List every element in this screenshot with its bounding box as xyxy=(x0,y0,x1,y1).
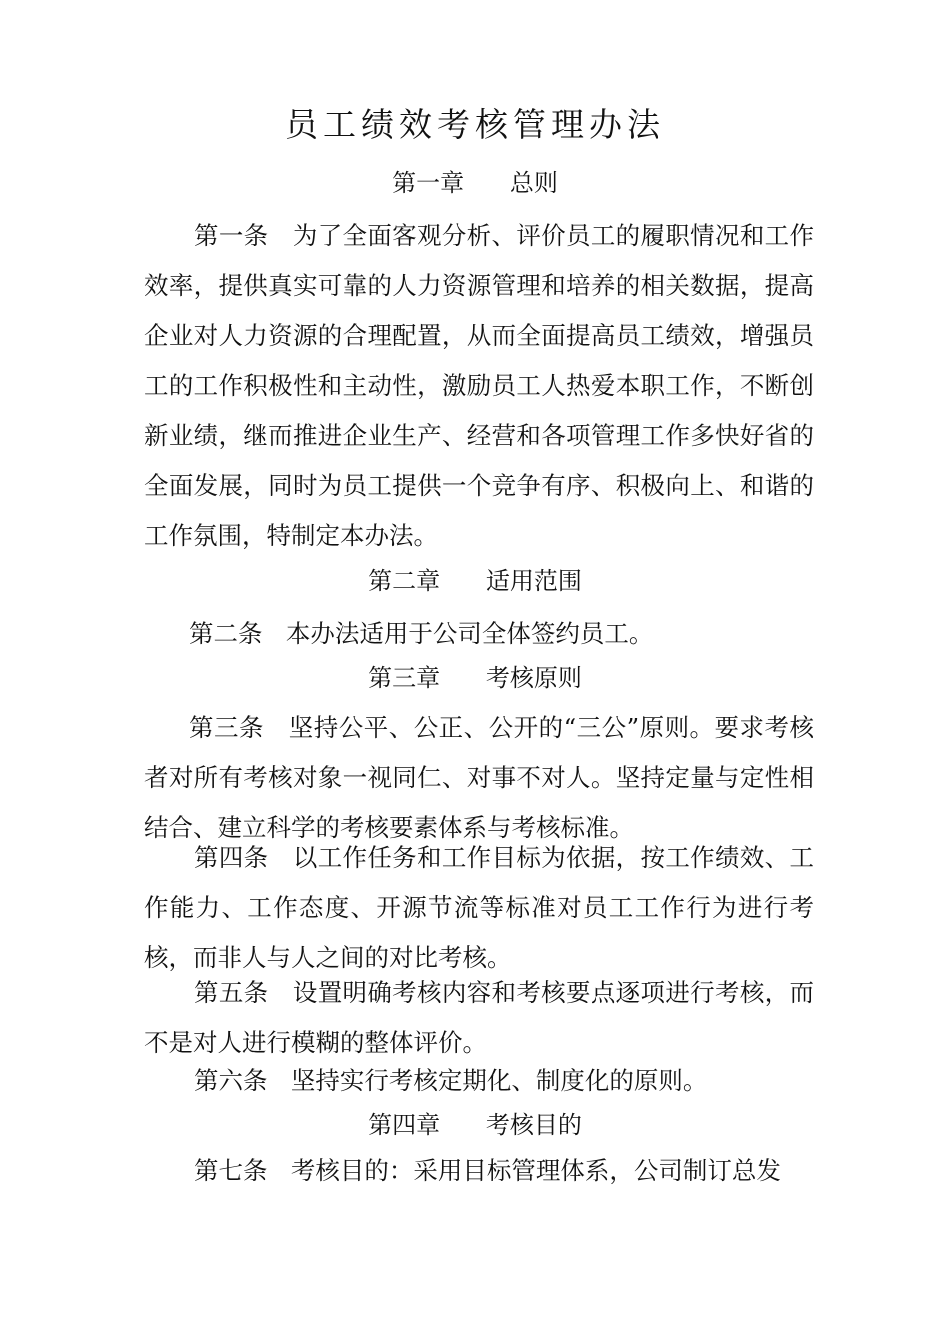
article-label: 第六条 xyxy=(194,1066,268,1095)
article-label: 第三条 xyxy=(189,713,264,742)
article-label: 第二条 xyxy=(189,619,263,648)
article-paragraph xyxy=(144,833,814,983)
chapter-heading: 第三章 考核原则 xyxy=(368,664,582,692)
chapter-heading: 第二章 适用范围 xyxy=(368,567,582,595)
article-paragraph xyxy=(144,609,814,659)
article-paragraph xyxy=(144,211,814,561)
chapter-heading: 第四章 考核目的 xyxy=(368,1111,582,1139)
article-label: 第四条 xyxy=(194,843,269,872)
article-text: 考核目的：采用目标管理体系，公司制订总发 xyxy=(290,1156,781,1185)
article-text: 本办法适用于公司全体签约员工。 xyxy=(285,619,654,648)
article-text: 以工作任务和工作目标为依据，按工作绩效、工作能力、工作态度、开源节流等标准对员工工作行为进行考核，而非人与人之间的对比考核。 xyxy=(144,843,814,972)
article-text: 为了全面客观分析、评价员工的履职情况和工作效率，提供真实可靠的人力资源管理和培养的相关数据，提高企业对人力资源的合理配置，从而全面提高员工绩效，增强员工的工作积极性和主动性，激励员工人热爱本职工作，不断创新业绩，继而推进企业生产、经营和各项管理工作多快好省的全面发展，同时为员工提供一个竞争有序、积极向上、和谐的工作氛围，特制定本办法。 xyxy=(144,221,814,550)
article-label: 第一条 xyxy=(194,221,269,250)
article-label: 第七条 xyxy=(194,1156,268,1185)
article-paragraph xyxy=(144,1056,814,1106)
article-label: 第五条 xyxy=(194,978,269,1007)
article-paragraph xyxy=(144,1146,814,1196)
article-text: 坚持实行考核定期化、制度化的原则。 xyxy=(290,1066,708,1095)
article-paragraph xyxy=(144,968,814,1068)
article-paragraph xyxy=(144,703,814,853)
article-text: 坚持公平、公正、公开的“三公”原则。要求考核者对所有考核对象一视同仁、对事不对人。坚持定量与定性相结合、建立科学的考核要素体系与考核标准。 xyxy=(144,713,814,842)
article-text: 设置明确考核内容和考核要点逐项进行考核，而不是对人进行模糊的整体评价。 xyxy=(144,978,814,1057)
document-title: 员工绩效考核管理办法 xyxy=(285,105,665,144)
chapter-heading: 第一章 总则 xyxy=(392,169,558,197)
